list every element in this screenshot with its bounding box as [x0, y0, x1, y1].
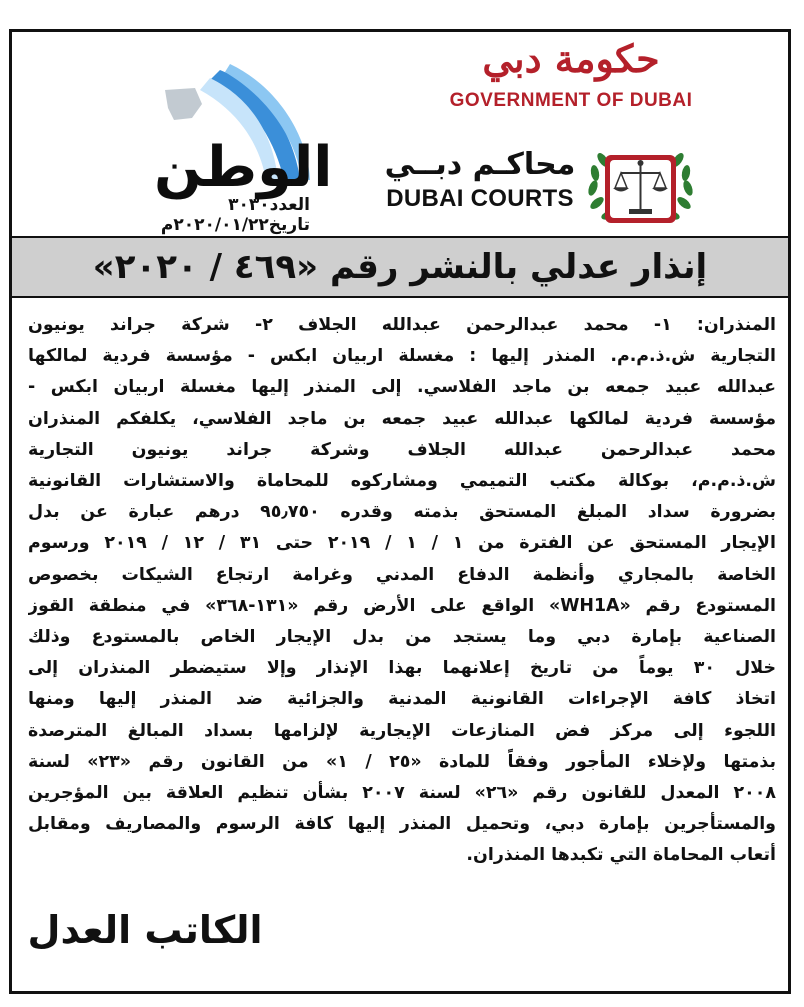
notice-line: المنذران: ١- محمد عبدالرحمن عبدالله الجلاف ٢- شركة جراند يونيون: [28, 315, 776, 335]
notice-title-band: [12, 236, 788, 298]
notice-line: التجارية ش.ذ.م.م. المنذر إليها : مغسلة اربيان ابكس - مؤسسة فردية لمالكها: [28, 346, 776, 367]
notice-line: خلال ٣٠ يوماً من تاريخ إعلانهما بهذا الإنذار وإلا ستيضطر المنذران إلى: [28, 658, 776, 679]
government-arabic-name: حكومة دبي: [482, 36, 660, 81]
notice-line: الخاصة بالمجاري وأنظمة الدفاع المدني وغرامة ارتجاع الشيكات بخصوص: [28, 564, 776, 585]
courts-arabic-name: محاكـم دبــي: [384, 147, 576, 182]
government-english-name: GOVERNMENT OF DUBAI: [449, 89, 693, 111]
notice-line: بذمتها ولإخلاء المأجور وفقاً للمادة «٢٥ / ١» من القانون رقم «٢٣» لسنة: [28, 751, 776, 772]
notice-line: المستودع رقم «WH1A» الواقع على الأرض رقم «١٣١-٣٦٨» في منطقة القوز: [28, 595, 776, 616]
notice-line: الإيجار المستحق عن الفترة من ١ / ١ / ٢٠١٩ حتى ٣١ / ١٢ / ٢٠١٩ ورسوم: [28, 533, 776, 554]
notice-line: اتخاذ كافة الإجراءات القانونية المدنية والجزائية ضد المنذر إليها ومنها: [28, 689, 776, 710]
issue-date-line: العدد٣٠٣٠ تاريخ٢٠٢٠/٠١/٢٢م: [160, 195, 310, 235]
government-logo: [446, 38, 696, 112]
newspaper-masthead: [70, 60, 333, 200]
notice-line: مؤسسة فردية لمالكها عبدالله عبيد جمعه بن ماجد الفلاسي، يكلفكم المنذران: [28, 408, 776, 429]
notice-line: بضرورة سداد المبلغ المستحق بذمته وقدره ٩٥٫٧٥٠ درهم عبارة عن بدل: [28, 502, 776, 523]
notary-signature: الكاتب العدل: [27, 908, 263, 952]
courts-emblem-icon: [583, 133, 698, 233]
notice-line: أتعاب المحاماة التي تكبدها المنذران.: [466, 845, 776, 866]
courts-english-name: DUBAI COURTS: [386, 185, 574, 212]
notice-line: اللجوء إلى مركز فض المنازعات الإيجارية لإلزامها بسداد المبالغ المترصدة: [28, 720, 776, 741]
notice-line: محمد عبدالرحمن عبدالله الجلاف وشركة جراند يونيون التجارية: [28, 439, 776, 460]
notice-line: ٢٠٠٨ المعدل للقانون رقم «٢٦» لسنة ٢٠٠٧ بشأن تنظيم العلاقة بين المؤجرين: [28, 783, 776, 804]
notice-body: [28, 310, 776, 872]
notice-line: عبدالله عبيد جمعه بن ماجد الفلاسي. إلى المنذر إليها مغسلة اربيان ابكس -: [28, 377, 776, 398]
notice-line: والمستأجرين بإمارة دبي، وتحميل المنذر إليها كافة الرسوم والمصاريف ومقابل: [28, 814, 776, 835]
courts-logo-text: [380, 148, 580, 213]
notice-line: الصناعية بإمارة دبي وما يستجد من بدل الإيجار الخاص بالمستودع وذلك: [28, 627, 776, 648]
newspaper-name: الوطن: [154, 135, 333, 200]
notice-title: إنذار عدلي بالنشر رقم «٤٦٩ / ٢٠٢٠»: [92, 247, 708, 287]
notice-line: ش.ذ.م.م، بوكالة مكتب التميمي ومشاركوه للمحاماة والاستشارات القانونية: [28, 471, 776, 492]
